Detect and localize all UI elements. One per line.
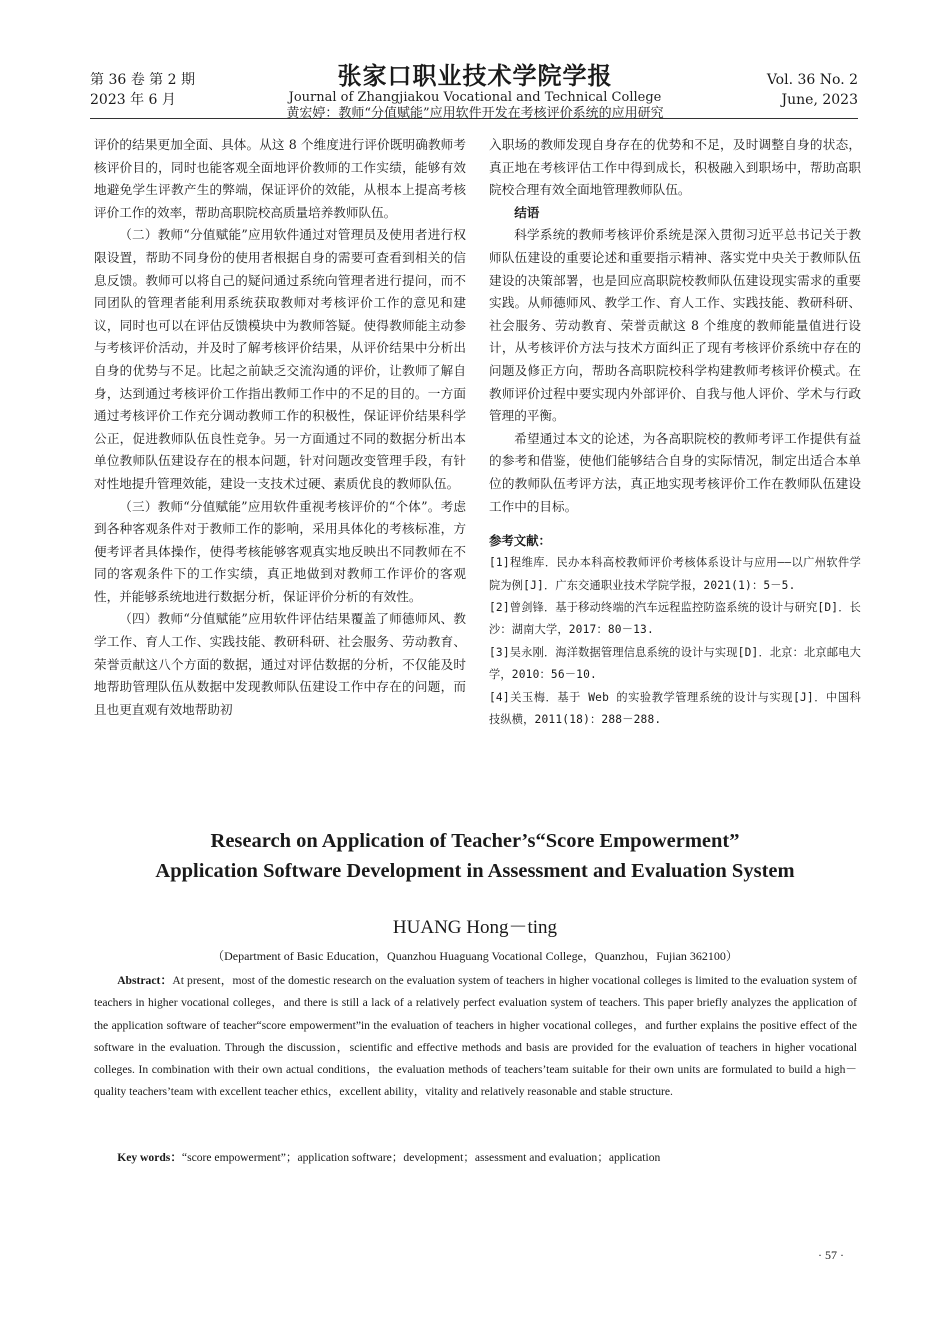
body-paragraph: 入职场的教师发现自身存在的优势和不足，及时调整自身的状态，真正地在考核评估工作中得到成长，积极融入到职场中，帮助高职院校合理有效全面地管理教师队伍。: [489, 137, 861, 198]
keywords-label: Key words：: [117, 1151, 182, 1164]
volume-issue-cn: 第 36 卷 第 2 期: [90, 72, 195, 88]
english-author: HUANG Hong－ting: [392, 917, 558, 938]
english-title: [60, 826, 890, 886]
date-cn: 2023 年 6 月: [90, 92, 176, 108]
running-title: 黄宏婷：教师“分值赋能”应用软件开发在考核评价系统的应用研究: [286, 106, 664, 121]
references-heading: 参考文献：: [489, 533, 551, 549]
body-paragraph: 评价的结果更加全面、具体。从这 8 个维度进行评价既明确教师考核评价目的，同时也能客观全面地评价教师的工作实绩，能够有效地避免学生评教产生的弊端，保证评价的效能，从根本上提高考核评价工作的效率，帮助高职院校高质量培养教师队伍。: [94, 137, 466, 220]
keywords-text: “score empowerment”；application software；development；assessment and evaluation；application: [181, 1151, 661, 1164]
reference-item: [1]程维库．民办本科高校教师评价考核体系设计与应用——以广州软件学院为例[J]．广东交通职业技术学院学报，2021(1)：5－5.: [489, 556, 861, 592]
header-rule: [90, 118, 858, 119]
reference-item: [2]曾剑锋．基于移动终端的汽车远程监控防盗系统的设计与研究[D]．长沙：湖南大学，2017：80－13.: [489, 600, 861, 637]
journal-logo-cn: 张家口职业技术学院学报: [337, 61, 613, 90]
body-paragraph: （四）教师“分值赋能”应用软件评估结果覆盖了师德师风、教学工作、育人工作、实践技能、教研科研、社会服务、劳动教育、荣誉贡献这八个方面的数据，通过对评估数据的分析，不仅能及时地帮助管理队伍从数据中发现教师队伍建设工作中存在的问题，而且也更直观有效地帮助初: [94, 611, 466, 717]
english-title-line: Application Software Development in Assessment and Evaluation System: [155, 860, 795, 882]
body-paragraph: （二）教师“分值赋能”应用软件通过对管理员及使用者进行权限设置，帮助不同身份的使用者根据自身的需要可查看到相关的信息反馈。教师可以将自己的疑问通过系统向管理者进行提问，而不同团队的管理者能利用系统获取教师对考核评价工作的意见和建议，同时也可以在评估反馈模块中为教师答疑。使得教师能主动参与考核评价活动，并及时了解考核评价结果，从评价结果中分析出自身的优势与不足。比起之前缺乏交流沟通的评价，让教师了解自身，达到通过考核评价工作指出教师工作中的不足的目的。一方面通过考核评价工作充分调动教师工作的积极性，保证评价结果科学公正，促进教师队伍良性竞争。另一方面通过不同的数据分析出本单位教师队伍建设存在的根本问题，针对问题改变管理手段，有针对性地提升管理效能，建设一支技术过硬、素质优良的教师队伍。: [94, 227, 466, 491]
left-column: [94, 134, 466, 721]
conclusion-paragraph: 科学系统的教师考核评价系统是深入贯彻习近平总书记关于教师队伍建设的重要论述和重要指示精神、落实党中央关于教师队伍建设的决策部署，也是回应高职院校教师队伍建设现实需求的重要实践。从师德师风、教学工作、育人工作、实践技能、教研科研、社会服务、劳动教育、荣誉贡献这 8 个维度的教师能量值进行设计，从考核评价方法与技术方面纠正了现有考核评价系统中存在的问题及修正方向，帮助各高职院校科学构建教师考核评价模式。在教师评价过程中要实现内外部评价、自我与他人评价、学术与行政管理的平衡。: [489, 227, 861, 424]
reference-item: [3]吴永刚．海洋数据管理信息系统的设计与实现[D]．北京：北京邮电大学，2010：56－10.: [489, 645, 861, 682]
references-list: [489, 552, 861, 731]
english-affiliation: （Department of Basic Education，Quanzhou Huaguang Vocational College，Quanzhou，Fujian 362100）: [212, 949, 738, 963]
reference-item: [4]关玉梅．基于 Web 的实验教学管理系统的设计与实现[J]．中国科技纵横，2011(18)：288－288.: [489, 690, 861, 726]
volume-issue-en: Vol. 36 No. 2: [766, 72, 858, 88]
abstract-text: At present，most of the domestic research on the evaluation system of teachers in higher vocational colleges is limited to the evaluation system of teachers in higher vocational colleges，and there is still a lack of a relatively perfect evaluation system of teachers. This paper briefly analyzes the application of the application software of teacher“score empowerment”in the evaluation of teachers in higher vocational colleges，and further explains the positive effect of the software in the evaluation. Through the discussion，scientific and effective methods and basis are provided for the evaluation of teachers in higher vocational colleges. In combination with their own actual conditions，the evaluation methods of teachers’team suitable for their own units are formulated to build a high－quality teachers’team with excellent teacher ethics，excellent ability，vitality and relatively reasonable and stable structure.: [94, 974, 857, 1099]
body-paragraph: （三）教师“分值赋能”应用软件重视考核评价的“个体”。考虑到各种客观条件对于教师工作的影响，采用具体化的考核标准，方便考评者具体操作，使得考核能够客观真实地反映出不同教师在不同的客观条件下的工作实绩，真正地做到对教师工作评价的客观性，并能够系统地进行数据分析，保证评价分析的有效性。: [94, 498, 466, 604]
date-en: June, 2023: [781, 92, 858, 108]
journal-name-en: Journal of Zhangjiakou Vocational and Technical College: [288, 90, 662, 105]
conclusion-heading: 结语: [514, 204, 540, 220]
english-title-line: Research on Application of Teacher’s“Score Empowerment”: [210, 830, 740, 852]
english-abstract: [94, 970, 857, 1104]
page-number: · 57 ·: [818, 1248, 844, 1262]
abstract-label: Abstract：: [117, 974, 173, 987]
header-right: [767, 70, 858, 110]
right-column: [489, 134, 861, 731]
english-keywords: [94, 1147, 857, 1169]
conclusion-paragraph: 希望通过本文的论述，为各高职院校的教师考评工作提供有益的参考和借鉴，使他们能够结合自身的实际情况，制定出适合本单位的教师队伍考评方法，真正地实现考核评价工作在教师队伍建设工作中的目标。: [489, 430, 861, 514]
